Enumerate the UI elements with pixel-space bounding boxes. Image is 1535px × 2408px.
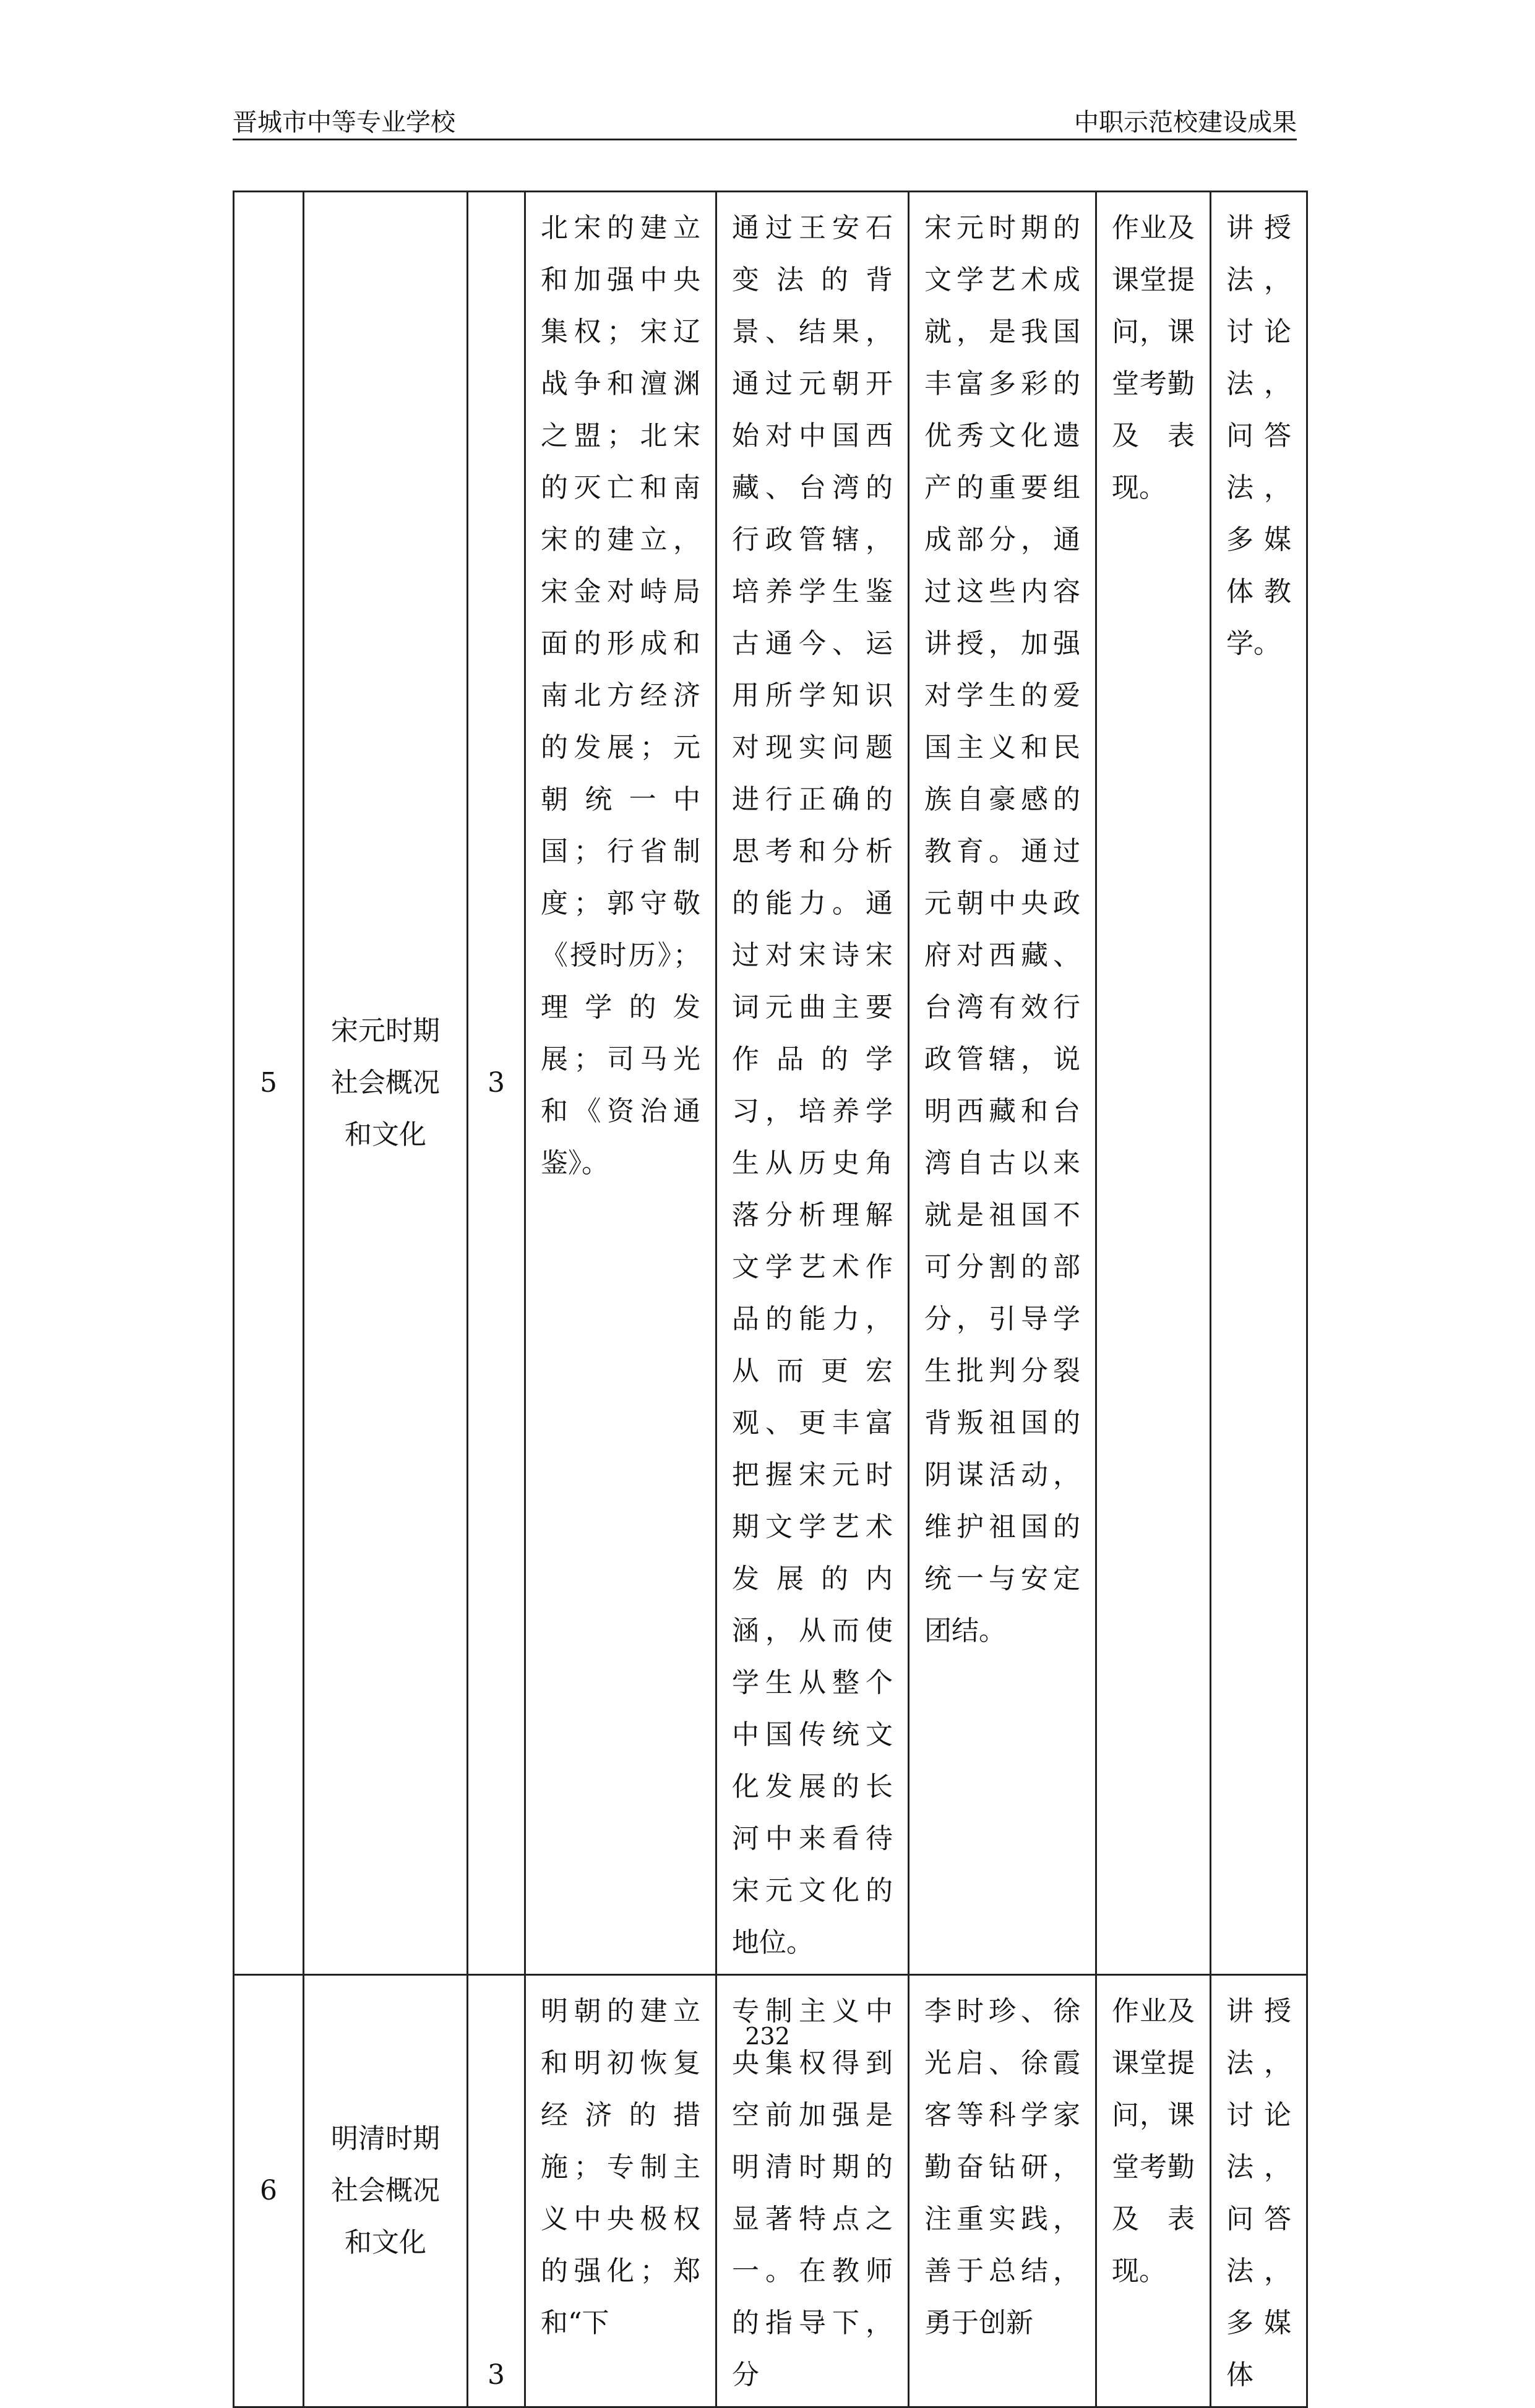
table-row <box>234 192 1307 1975</box>
row-content: 北宋的建立和加强中央集权；宋辽战争和澶渊之盟；北宋的灭亡和南宋的建立，宋金对峙局面的形成和南北方经济的发展；元朝统一中国；行省制度；郭守敬《授时历》；理学的发展；司马光和《资治通鉴》。 <box>525 192 716 1975</box>
row-ability-goal: 专制主义中央集权得到空前加强是明清时期的显著特点之一。在教师的指导下，分 <box>716 1975 909 2407</box>
row-hours: 3 <box>468 192 525 1975</box>
row-method: 讲授法，讨论法，问答法，多媒体 <box>1211 1975 1307 2407</box>
row-moral-goal: 宋元时期的文学艺术成就，是我国丰富多彩的优秀文化遗产的重要组成部分，通过这些内容讲授，加强对学生的爱国主义和民族自豪感的教育。通过元朝中央政府对西藏、台湾有效行政管辖，说明西藏和台湾自古以来就是祖国不可分割的部分，引导学生批判分裂背叛祖国的阴谋活动，维护祖国的统一与安定团结。 <box>909 192 1096 1975</box>
row-ability-goal: 通过王安石变法的背景、结果，通过元朝开始对中国西藏、台湾的行政管辖，培养学生鉴古通今、运用所学知识对现实问题进行正确的思考和分析的能力。通过对宋诗宋词元曲主要作品的学习，培养学生从历史角落分析理解文学艺术作品的能力，从而更宏观、更丰富把握宋元时期文学艺术发展的内涵，从而使学生从整个中国传统文化发展的长河中来看待宋元文化的地位。 <box>716 192 909 1975</box>
header-document-title: 中职示范校建设成果 <box>1074 108 1297 137</box>
course-table <box>233 191 1308 2408</box>
row-assessment: 作业及课堂提问，课堂考勤及表现。 <box>1096 192 1211 1975</box>
row-moral-goal: 李时珍、徐光启、徐霞客等科学家勤奋钻研，注重实践，善于总结，勇于创新 <box>909 1975 1096 2407</box>
row-method: 讲授法，讨论法，问答法，多媒体教学。 <box>1211 192 1307 1975</box>
row-topic: 宋元时期社会概况和文化 <box>304 192 468 1975</box>
row-topic: 明清时期社会概况和文化 <box>304 1975 468 2407</box>
row-number: 6 <box>234 1975 304 2407</box>
row-assessment: 作业及课堂提问，课堂考勤及表现。 <box>1096 1975 1211 2407</box>
header-school-name: 晋城市中等专业学校 <box>233 108 455 137</box>
row-number: 5 <box>234 192 304 1975</box>
row-hours: 3 <box>468 1975 525 2407</box>
row-content: 明朝的建立和明初恢复经济的措施；专制主义中央极权的强化；郑和“下 <box>525 1975 716 2407</box>
page-number: 232 <box>745 2023 790 2050</box>
page-header <box>233 106 1297 140</box>
